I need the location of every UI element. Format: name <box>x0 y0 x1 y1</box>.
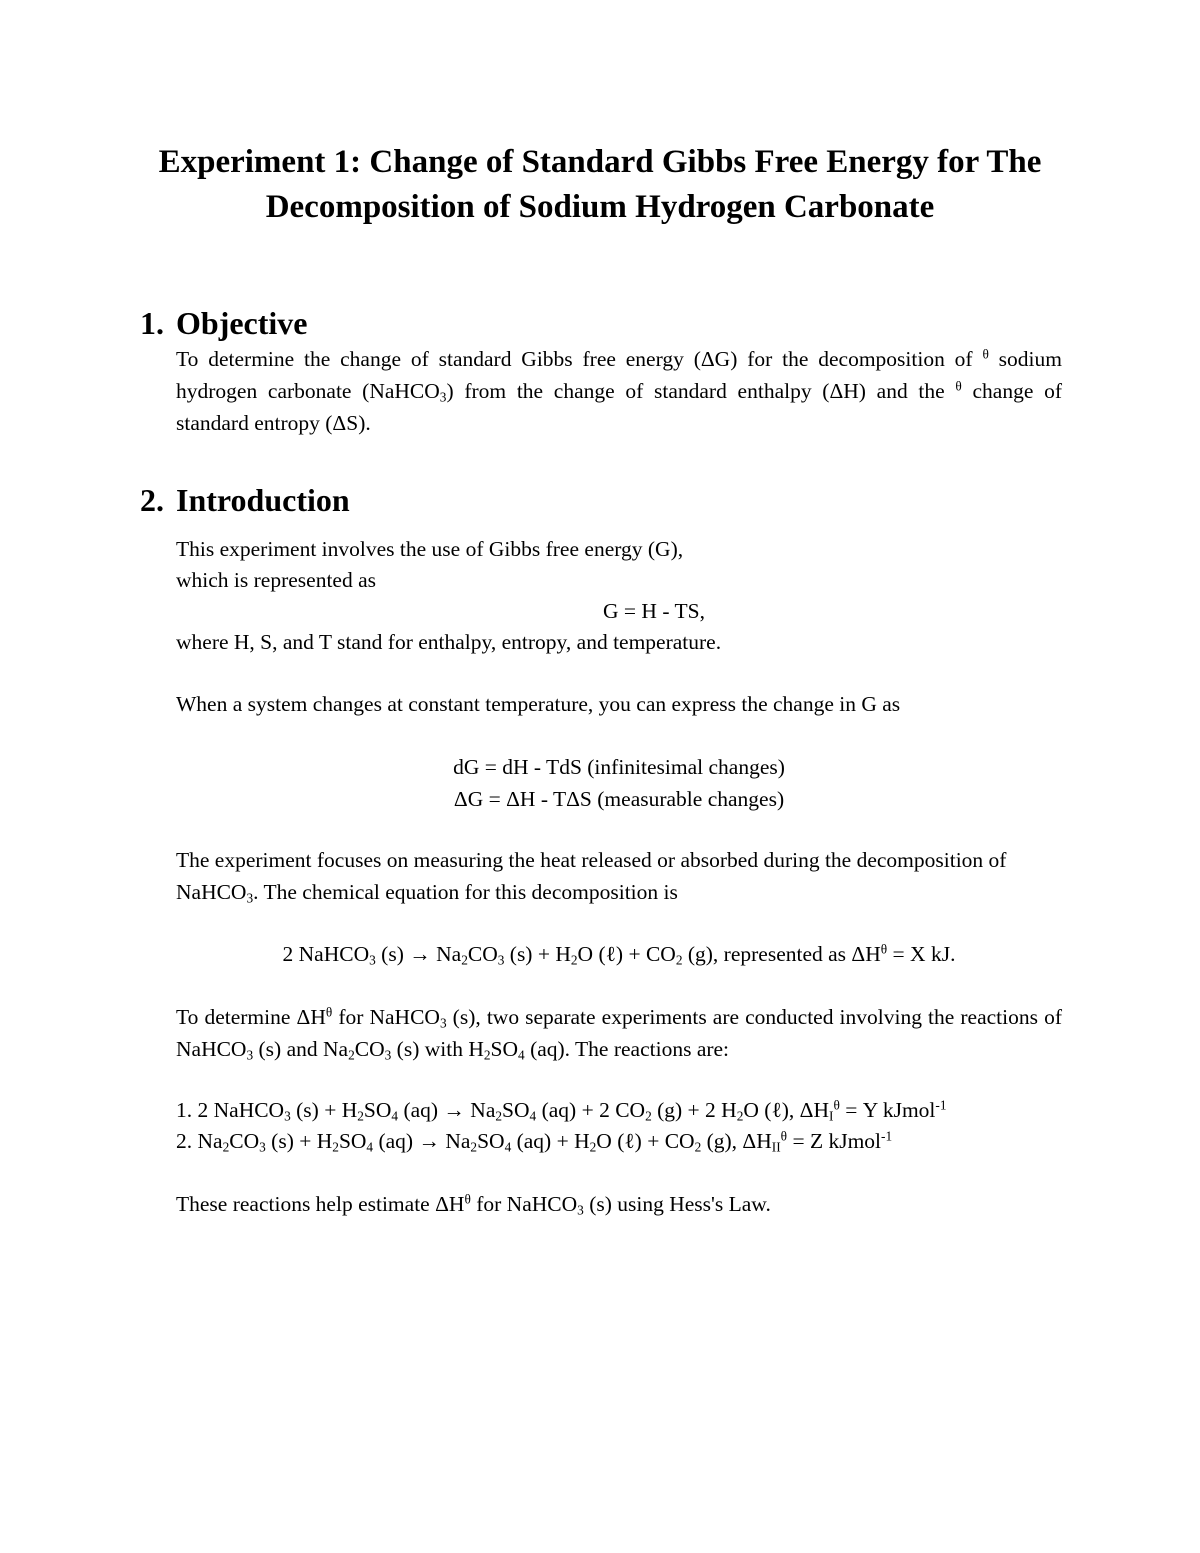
determine-paragraph: To determine $\Delta H^\theta$ for NaHCO$_3$ (s), two separate experiments are conducted involving the reactions of NaHCO$_3$ (s) and $Na_2CO_3$ (s) with $H_2SO_4$ (aq). The reactions are: <box>176 1004 1062 1063</box>
gibbs-equation: G = H - TS, <box>603 599 705 623</box>
objective-heading <box>140 303 308 343</box>
focus-paragraph: The experiment focuses on measuring the heat released or absorbed during the decomposition of NaHCO$_3$. The chemical equation for this decomposition is <box>176 848 1007 906</box>
intro-line-1: This experiment involves the use of Gibbs free energy (G), <box>176 537 684 561</box>
eq-infinitesimal: dG = dH - TdS (infinitesimal changes) <box>453 755 785 779</box>
eq-measurable: ΔG = ΔH - TΔS (measurable changes) <box>453 787 785 811</box>
decomposition-equation: 2 NaHCO$_3$ $(s) \to Na_2CO_3$ $(s) + H_2O$ (ℓ) + $CO_2$ (g), represented as $\Delta H^\theta = X$ kJ. <box>282 941 956 968</box>
reaction-1: 1. 2 NaHCO$_3$ $(s) + H_2SO_4$ $(aq) \to Na_2SO_4$ (aq) + 2 $CO_2$ (g) + 2 $H_2O$ (ℓ), $\Delta H_I^\theta = Y$ kJmol$^{-1}$ <box>176 1097 947 1124</box>
introduction-number: 2. <box>140 482 164 518</box>
title-line-1: Experiment 1: Change of Standard Gibbs Free Energy for The <box>158 144 1042 180</box>
document-title <box>100 140 1100 230</box>
objective-number: 1. <box>140 305 164 341</box>
introduction-heading <box>140 480 350 520</box>
intro-line-3: where H, S, and T stand for enthalpy, entropy, and temperature. <box>176 630 722 654</box>
objective-heading-text: Objective <box>176 305 308 341</box>
reaction-2: 2. $Na_2CO_3$ $(s) + H_2SO_4$ $(aq) \to Na_2SO_4$ $(aq) + H_2O$ (ℓ) + $CO_2$ (g), $\Delta H_{II}^\theta = Z$ kJmol$^{-1}$ <box>176 1128 893 1155</box>
gibbs-change-equations <box>176 751 1062 815</box>
title-line-2: Decomposition of Sodium Hydrogen Carbonate <box>265 189 935 225</box>
intro-line-4: When a system changes at constant temperature, you can express the change in G as <box>176 692 901 716</box>
intro-line-2: which is represented as <box>176 568 376 592</box>
introduction-heading-text: Introduction <box>176 482 350 518</box>
conclusion-line: These reactions help estimate $\Delta H^\theta$ for NaHCO$_3$ (s) using Hess's Law. <box>176 1191 771 1218</box>
objective-paragraph: To determine the change of standard Gibbs free energy (ΔG) for the decomposition of $^\theta$ sodium hydrogen carbonate (NaHCO$_3$) from the change of standard enthalpy (ΔH) and the $^\theta$ change of standard entropy (ΔS). <box>176 346 1062 435</box>
